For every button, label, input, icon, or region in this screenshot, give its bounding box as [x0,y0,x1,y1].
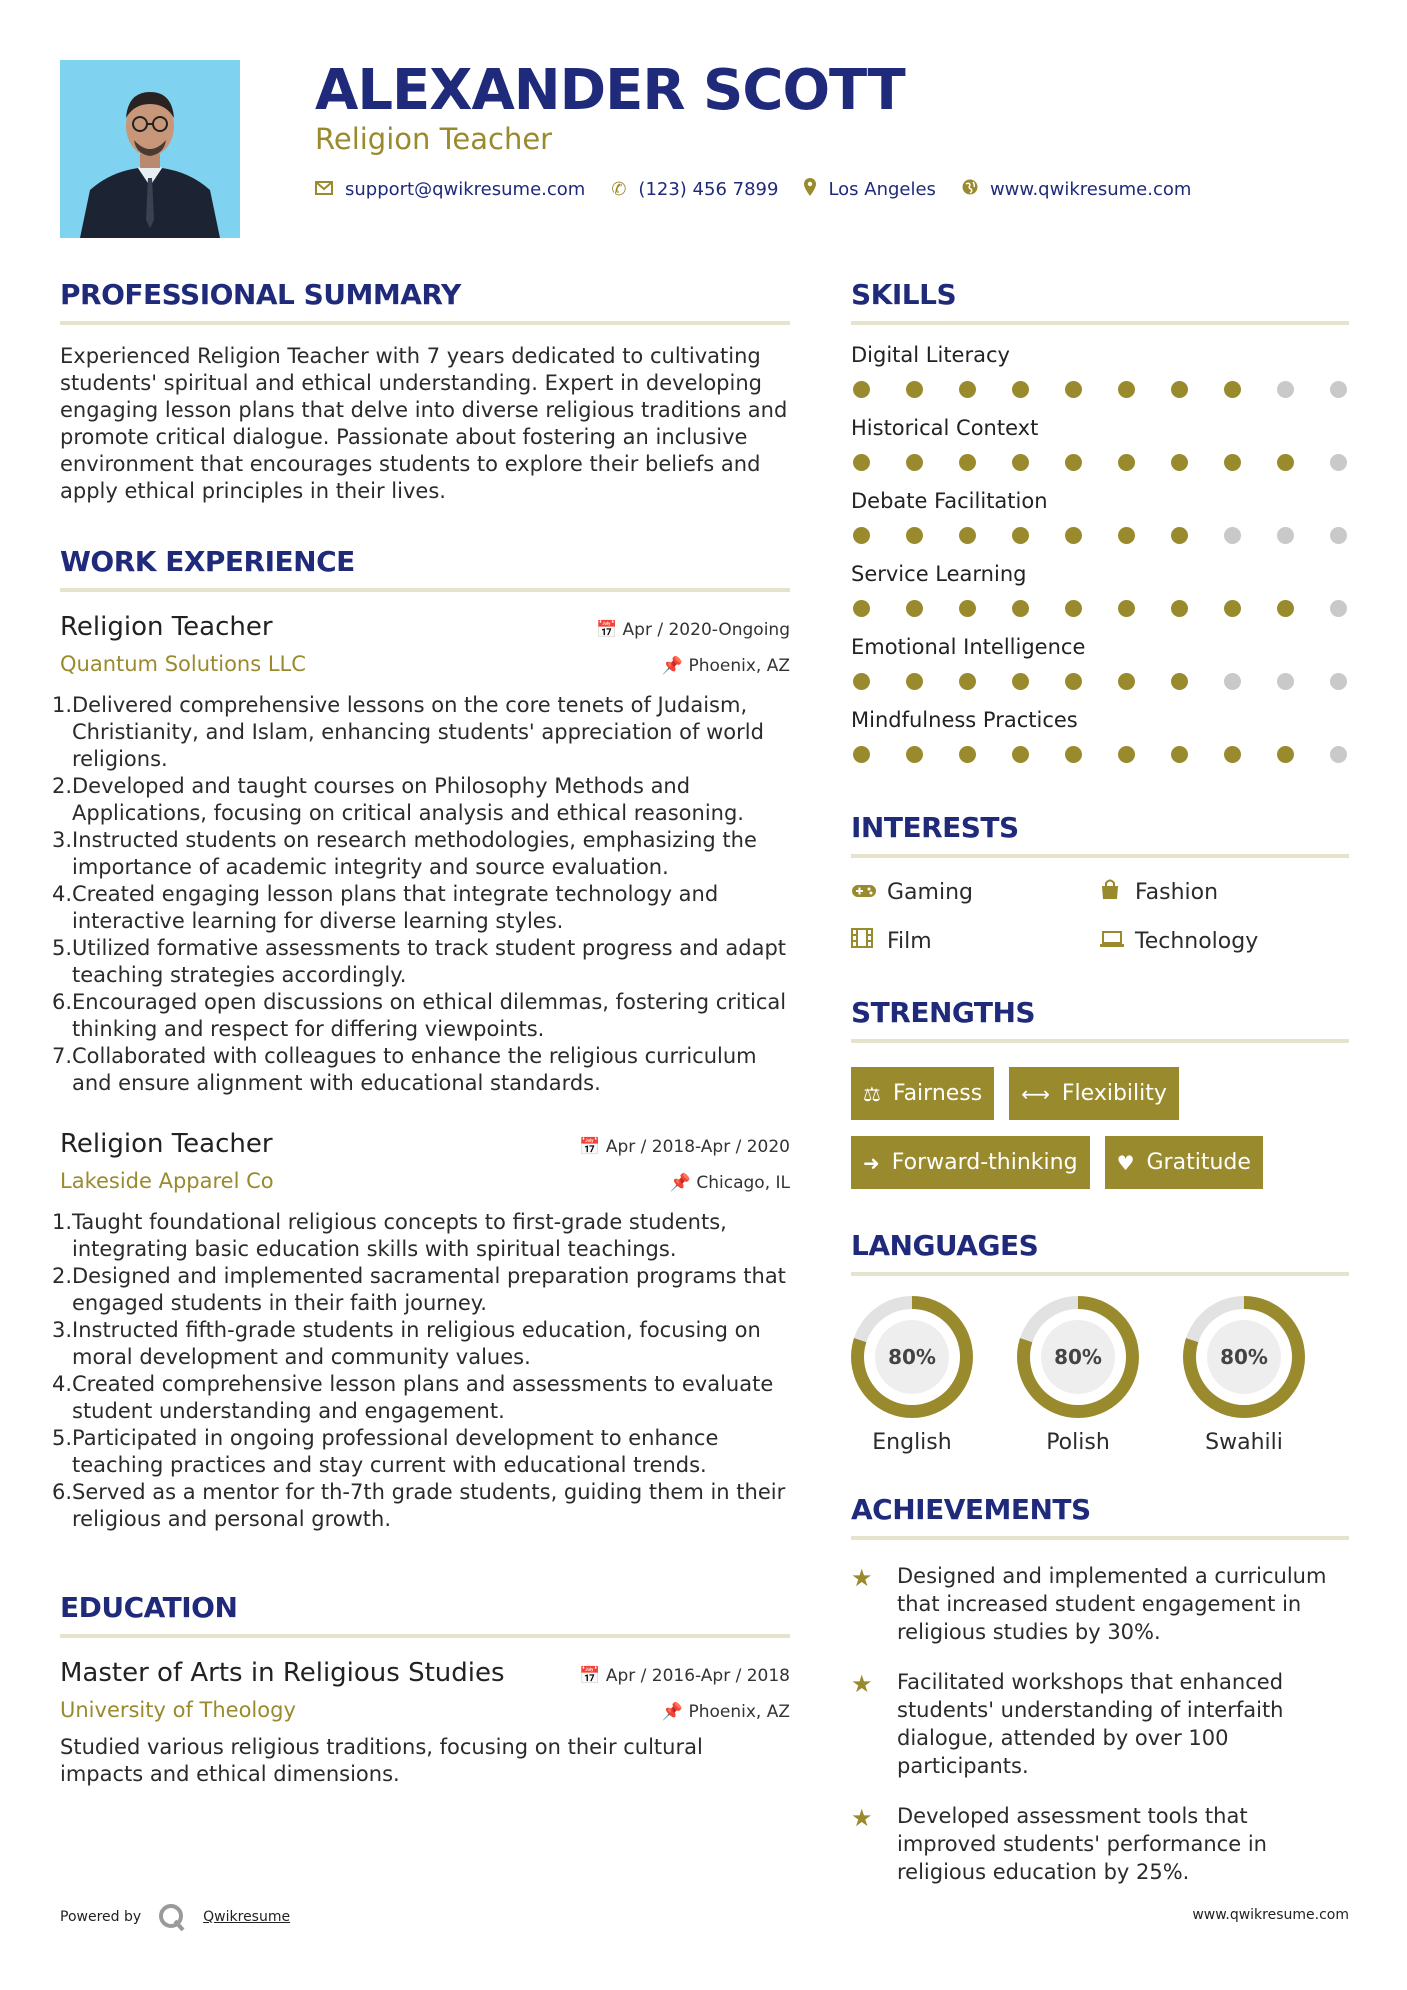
interest-item [1099,928,1349,954]
contact-website[interactable]: www.qwikresume.com [989,179,1192,200]
skill-dot-filled [1277,600,1294,617]
education-date: 📅 Apr / 2016-Apr / 2018 [579,1666,790,1686]
degree-name: Master of Arts in Religious Studies [60,1658,505,1688]
skill-name: Service Learning [851,562,1027,586]
skill-dot-filled [1171,454,1188,471]
skill-dot-filled [1012,746,1029,763]
achievement-item [851,1668,1349,1780]
list-item: 1. Taught foundational religious concepts to first-grade students, integrating basic education skills with spiritual teachings. [52,1210,727,1261]
pushpin-icon: 📌 [669,1173,691,1193]
school-name: University of Theology [60,1698,296,1722]
list-item: 2. Developed and taught courses on Philosophy Methods and Applications, focusing on critical analysis and ethical reasoning. [52,774,744,825]
skill-dot-filled [1224,746,1241,763]
skill-dot-filled [1065,381,1082,398]
skill-dot-filled [1118,600,1135,617]
list-item: 2. Designed and implemented sacramental preparation programs that engaged students in their faith journey. [52,1264,786,1315]
list-item: 4. Created comprehensive lesson plans and assessments to evaluate student understanding and engagement. [52,1372,774,1423]
gamepad-icon [851,880,887,905]
education-location: 📌 Phoenix, AZ [661,1702,790,1722]
list-item: 6. Encouraged open discussions on ethical dilemmas, fostering critical thinking and respect for differing viewpoints. [52,990,787,1041]
skill-dot-filled [1012,527,1029,544]
skill-dot-filled [959,527,976,544]
skill-dot-filled [1171,746,1188,763]
section-divider [60,588,790,592]
interest-label: Gaming [887,879,973,905]
skill-dot-filled [906,746,923,763]
achievement-item [851,1562,1349,1646]
skill-name: Debate Facilitation [851,489,1048,513]
arrows-horizontal-icon: ⟷ [1021,1081,1050,1106]
skill-dot-filled [1065,600,1082,617]
language-name: Polish [1046,1430,1110,1455]
skill-dot-filled [853,454,870,471]
job-location: 📌 Phoenix, AZ [661,656,790,676]
skill-dot-filled [1118,746,1135,763]
skill-name: Emotional Intelligence [851,635,1086,659]
skill-dot-empty [1224,673,1241,690]
achievement-text: Designed and implemented a curriculum that increased student engagement in religious studies by 30%. [897,1564,1327,1644]
job-entry [52,1129,790,1533]
job-bullets [52,1209,790,1533]
job-company: Quantum Solutions LLC [60,652,306,676]
skills-section [851,278,1349,763]
skill-dot-empty [1330,746,1347,763]
laptop-icon [1099,929,1135,954]
skill-dot-filled [959,454,976,471]
education-section [60,1591,790,1788]
section-divider [851,321,1349,325]
arrow-right-icon: ➜ [863,1150,880,1175]
interest-label: Fashion [1135,879,1219,905]
skill-dot-filled [906,600,923,617]
footer-website-link[interactable]: www.qwikresume.com [1192,1907,1349,1923]
skill-dot-filled [1012,600,1029,617]
interest-label: Film [887,928,932,954]
education-description: Studied various religious traditions, focusing on their cultural impacts and ethical dimensions. [60,1735,703,1786]
list-item: 4. Created engaging lesson plans that integrate technology and interactive learning for diverse learning styles. [52,882,719,933]
skill-item [851,708,1349,763]
interests-section [851,811,1349,954]
skill-rating [851,746,1349,763]
experience-heading: WORK EXPERIENCE [60,545,355,578]
job-date: 📅 Apr / 2020-Ongoing [595,620,790,640]
achievements-section [851,1493,1349,1886]
section-divider [60,1634,790,1638]
candidate-name: ALEXANDER SCOTT [315,58,905,123]
job-role: Religion Teacher [60,612,273,642]
left-column [52,278,790,1788]
skill-dot-filled [1065,673,1082,690]
list-item: 7. Collaborated with colleagues to enhance the religious curriculum and ensure alignment with educational standards. [52,1044,757,1095]
calendar-icon: 📅 [579,1666,601,1686]
list-item: 3. Instructed students on research methodologies, emphasizing the importance of academic integrity and source evaluation. [52,828,757,879]
interest-item [851,878,1099,906]
section-divider [851,1039,1349,1043]
language-item [1017,1296,1139,1455]
achievement-text: Facilitated workshops that enhanced students' understanding of interfaith dialogue, attended by over 100 participants. [897,1670,1284,1778]
skill-dot-filled [1118,454,1135,471]
skill-dot-empty [1330,454,1347,471]
skill-dot-filled [1065,746,1082,763]
footer-brand-link[interactable]: Qwikresume [203,1909,291,1925]
skill-dot-filled [1224,381,1241,398]
language-percent: 80% [1207,1320,1281,1394]
skill-dot-filled [1277,746,1294,763]
shopping-bag-icon [1099,878,1135,906]
skill-item [851,562,1349,617]
interest-item [851,928,1099,954]
achievement-text: Developed assessment tools that improved students' performance in religious education by 25%. [897,1804,1267,1884]
summary-heading: PROFESSIONAL SUMMARY [60,278,461,311]
education-entry [60,1658,790,1788]
language-ring [1017,1296,1139,1418]
interests-list [851,878,1349,954]
achievement-item [851,1802,1349,1886]
job-location: 📌 Chicago, IL [669,1173,790,1193]
interest-item [1099,878,1349,906]
film-icon [851,928,887,954]
phone-icon: ✆ [611,179,627,200]
list-item: 1. Delivered comprehensive lessons on the core tenets of Judaism, Christianity, and Islam, enhancing students' appreciation of world religions. [52,693,764,771]
summary-section [60,278,790,505]
skill-dot-filled [1118,527,1135,544]
skill-rating [851,673,1349,690]
skill-item [851,489,1349,544]
language-percent: 80% [875,1320,949,1394]
skill-dot-empty [1277,381,1294,398]
skill-rating [851,600,1349,617]
skill-dot-filled [906,527,923,544]
experience-section [52,545,790,1533]
list-item: 6. Served as a mentor for th-7th grade students, guiding them in their religious and personal growth. [52,1480,786,1531]
job-bullets [52,692,790,1097]
list-item: 5. Participated in ongoing professional development to enhance teaching practices and stay current with educational trends. [52,1426,719,1477]
skill-dot-filled [1171,673,1188,690]
right-column [851,278,1349,1886]
heart-icon: ♥ [1116,1150,1135,1175]
section-divider [851,1536,1349,1540]
languages-list [851,1296,1349,1455]
list-item: 3. Instructed fifth-grade students in religious education, focusing on moral development and community values. [52,1318,761,1369]
skill-dot-filled [959,381,976,398]
skill-name: Mindfulness Practices [851,708,1078,732]
skill-dot-filled [906,454,923,471]
calendar-icon: 📅 [595,620,618,640]
skill-dot-filled [959,673,976,690]
skill-item [851,343,1349,398]
skill-dot-empty [1277,673,1294,690]
skill-dot-filled [1118,381,1135,398]
balance-scale-icon: ⚖ [863,1081,881,1106]
language-name: English [872,1430,952,1455]
skill-dot-filled [1065,454,1082,471]
contact-email[interactable]: support@qwikresume.com [345,179,586,200]
skills-heading: SKILLS [851,278,957,311]
skill-dot-empty [1330,381,1347,398]
skill-name: Historical Context [851,416,1039,440]
language-item [1183,1296,1305,1455]
skill-dot-filled [1118,673,1135,690]
skill-dot-filled [1224,454,1241,471]
strengths-list [851,1067,1349,1189]
skill-dot-empty [1277,527,1294,544]
skill-dot-filled [1224,600,1241,617]
job-role: Religion Teacher [60,1129,273,1159]
contact-phone[interactable]: (123) 456 7899 [638,179,779,200]
skill-dot-filled [1171,600,1188,617]
skill-dot-filled [853,527,870,544]
calendar-icon: 📅 [579,1137,601,1157]
strength-tag: ⟷ Flexibility [1009,1067,1179,1120]
language-name: Swahili [1205,1430,1283,1455]
globe-icon [962,179,978,200]
skill-dot-filled [853,381,870,398]
skill-item [851,416,1349,471]
skill-dot-empty [1330,600,1347,617]
skill-dot-filled [959,600,976,617]
star-icon: ★ [851,1670,873,1698]
skill-dot-filled [1171,381,1188,398]
education-heading: EDUCATION [60,1591,238,1624]
candidate-title: Religion Teacher [315,122,553,156]
powered-by-label: Powered by [60,1909,142,1925]
job-date: 📅 Apr / 2018-Apr / 2020 [579,1137,790,1157]
languages-section [851,1229,1349,1455]
skill-dot-filled [1012,673,1029,690]
star-icon: ★ [851,1804,873,1832]
achievements-heading: ACHIEVEMENTS [851,1493,1091,1526]
language-percent: 80% [1041,1320,1115,1394]
skill-dot-filled [1277,454,1294,471]
summary-text: Experienced Religion Teacher with 7 years dedicated to cultivating students' spiritual and ethical understanding. Expert in developing engaging lesson plans that delve into diverse religious traditions and promote critical dialogue. Passionate about fostering an inclusive environment that encourages students to explore their beliefs and apply ethical principles in their lives. [60,344,788,503]
map-pin-icon [804,178,816,201]
contact-row [315,178,1217,201]
strength-tag: ⚖ Fairness [851,1067,994,1120]
strength-tag: ➜ Forward-thinking [851,1136,1090,1189]
footer-powered-by [60,1902,290,1932]
language-ring [851,1296,973,1418]
skill-dot-empty [1224,527,1241,544]
skill-dot-filled [853,600,870,617]
skill-dot-filled [853,746,870,763]
star-icon: ★ [851,1564,873,1592]
interests-heading: INTERESTS [851,811,1019,844]
section-divider [60,321,790,325]
strengths-heading: STRENGTHS [851,996,1036,1029]
section-divider [851,854,1349,858]
envelope-icon [315,179,333,200]
skill-item [851,635,1349,690]
language-item [851,1296,973,1455]
skill-rating [851,527,1349,544]
skill-dot-filled [1065,527,1082,544]
contact-location: Los Angeles [828,179,936,200]
list-item: 5. Utilized formative assessments to track student progress and adapt teaching strategies accordingly. [52,936,787,987]
job-company: Lakeside Apparel Co [60,1169,274,1193]
skill-dot-filled [1012,454,1029,471]
skill-rating [851,381,1349,398]
skills-list [851,343,1349,763]
strength-tag: ♥ Gratitude [1105,1136,1263,1189]
skill-name: Digital Literacy [851,343,1010,367]
pushpin-icon: 📌 [661,656,684,676]
skill-dot-filled [906,673,923,690]
pushpin-icon: 📌 [661,1702,684,1722]
profile-photo [60,60,240,238]
skill-dot-filled [853,673,870,690]
job-entry [52,612,790,1097]
strengths-section [851,996,1349,1189]
languages-heading: LANGUAGES [851,1229,1039,1262]
interest-label: Technology [1135,928,1259,954]
qwikresume-logo-icon [157,1902,187,1932]
skill-dot-filled [1171,527,1188,544]
section-divider [851,1272,1349,1276]
skill-dot-filled [906,381,923,398]
language-ring [1183,1296,1305,1418]
skill-dot-empty [1330,527,1347,544]
skill-dot-filled [959,746,976,763]
skill-dot-empty [1330,673,1347,690]
skill-dot-filled [1012,381,1029,398]
skill-rating [851,454,1349,471]
